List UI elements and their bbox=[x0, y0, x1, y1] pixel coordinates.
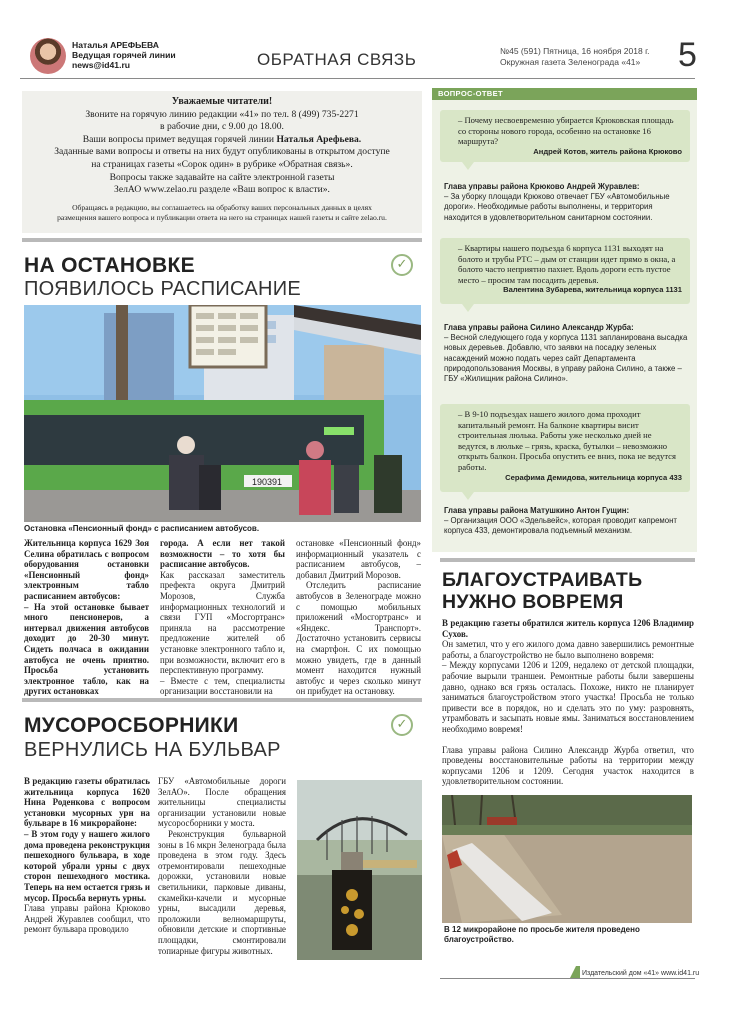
question-author: Валентина Зубарева, жительница корпуса 1131 bbox=[503, 285, 682, 295]
answer-block bbox=[444, 182, 690, 223]
section-title: ОБРАТНАЯ СВЯЗЬ bbox=[257, 50, 417, 69]
publisher-logo-icon bbox=[570, 966, 580, 978]
newspaper-name: Окружная газета Зеленограда «41» bbox=[500, 57, 641, 67]
notice-line: Ваши вопросы примет ведущая горячей линии Наталья Арефьева. bbox=[82, 133, 362, 145]
question-text: – Квартиры нашего подъезда 6 корпуса 1131 выходят на болото и трубы РТС – дым от станции идет прямо в окна, а болото часто неприятно пахнет. Вдоль дороги есть пустое место – просим там посадить деревья. bbox=[458, 243, 676, 285]
trash-bin-photo bbox=[297, 780, 422, 960]
article1-column-3: остановке «Пенсионный фонд» информационный указатель с расписанием автобусов, – добавил Дмитрий Морозов. Отследить расписание автобусов в Зеленограде можно с помощью мобильных приложений «Мосгортранс» и «Яндекс. Транспорт». Достаточно установить сервисы на смартфон. С их помощью можно увидеть, где в данный момент находится нужный автобус и через сколько минут он прибудет на остановку. bbox=[296, 538, 421, 697]
author-block bbox=[72, 40, 176, 70]
author-role: Ведущая горячей линии bbox=[72, 50, 176, 60]
question-bubble bbox=[440, 110, 690, 162]
notice-line: Звоните на горячую линию редакции «41» по тел. 8 (499) 735-2271 bbox=[85, 108, 359, 120]
page-number: 5 bbox=[678, 36, 697, 74]
bus-stop-photo bbox=[24, 305, 421, 522]
article3-title-line2: НУЖНО ВОВРЕМЯ bbox=[442, 591, 624, 613]
article2-column-1: В редакцию газеты обратилась жительница корпуса 1620 Нина Роденкова с вопросом установки мусорных урн на бульваре в 16 микрорайоне: – В этом году у нашего жилого дома проведена реконструкция пешеходного бульвара, в ходе которой убрали урны с двух сторон пешеходного мостика. Теперь на нем остается грязь и мусор. Просьба вернуть урны. Глава управы района Крюково Андрей Журавлев сообщил, что ремонт бульвара проводило bbox=[24, 776, 150, 935]
question-text: – В 9-10 подъездах нашего жилого дома проходит капитальный ремонт. На балконе квартиры висит строительная люлька. Работы уже несколько дней не ведутся, в люльке – грязь, краска, бутылки – невозможно открыть балкон. Просьба опустить ее вниз, пока не ведутся работы. bbox=[458, 409, 676, 472]
article2-column-2: ГБУ «Автомобильные дороги ЗелАО». После обращения жительницы специалисты организации установили новые мусоросборники у моста. Реконструкция бульварной зоны в 16 мкрн Зеленограда была проведена в этом году. Здесь отремонтировали пешеходные дорожки, установили новые светильники, парковые диваны, скамейки-качели и мусорные урны, высадили деревья, проложили велномаршруты, обновили детские и спортивные площадки, смонтировали топиарные фигуры животных. bbox=[158, 776, 286, 956]
section-divider bbox=[22, 238, 422, 242]
answer-text: – Весной следующего года у корпуса 1131 запланирована высадка новых деревьев. Добавлю, что заявки на посадку зеленых насаждений можно подать через сайт Департамента природопользования Москвы, в управу района Силино, а также – ГБУ «Жилищник района Силино». bbox=[444, 333, 688, 384]
bus-plate-number: 190391 bbox=[252, 477, 283, 487]
qa-section-heading: ВОПРОС-ОТВЕТ bbox=[432, 88, 697, 100]
privacy-note: Обращаясь в редакцию, вы соглашаетесь на обработку ваших персональных данных в целях размещения вашего вопроса и публикации ответа на него на страницах нашей газеты и сайте zelao.ru. bbox=[57, 202, 387, 222]
notice-line: Заданные вами вопросы и ответы на них будут опубликованы в открытом доступе bbox=[54, 146, 390, 158]
answer-text: – Организация ООО «Эдельвейс», которая проводит капремонт корпуса 433, демонтировала подъемный механизм. bbox=[444, 516, 677, 536]
article2-title: МУСОРОСБОРНИКИ bbox=[24, 714, 239, 737]
readers-notice-heading: Уважаемые читатели! bbox=[171, 96, 273, 107]
article1-subtitle: ПОЯВИЛОСЬ РАСПИСАНИЕ bbox=[24, 278, 302, 300]
notice-line: на страницах газеты «Сорок один» в рубрике «Обратная связь». bbox=[91, 158, 353, 170]
section-divider bbox=[440, 558, 695, 562]
article1-column-1: Жительница корпуса 1629 Зоя Селина обратилась с вопросом оборудования остановки «Пенсионный фонд» электронным табло расписанием автобусов: – На этой остановке бывает много пенсионеров, а интервал движения автобусов доходит до 20-30 минут. Сидеть полчаса в ожидании автобуса не очень приятно. Просьба установить электронное табло, как на других остановках bbox=[24, 538, 149, 697]
issue-info bbox=[500, 46, 670, 68]
question-bubble bbox=[440, 404, 690, 492]
photo-caption: Остановка «Пенсионный фонд» с расписанием автобусов. bbox=[24, 524, 260, 533]
issue-date: №45 (591) Пятница, 16 ноября 2018 г. bbox=[500, 46, 650, 56]
footer-divider bbox=[440, 978, 695, 979]
article2-subtitle: ВЕРНУЛИСЬ НА БУЛЬВАР bbox=[24, 739, 281, 761]
answer-text: – За уборку площади Крюково отвечает ГБУ «Автомобильные дороги». Необходимые работы выполнены, и территория находится в удовлетворительном санитарном состоянии. bbox=[444, 192, 670, 222]
question-bubble bbox=[440, 238, 690, 304]
readers-notice bbox=[22, 91, 422, 233]
notice-line: ЗелАО www.zelao.ru разделе «Ваш вопрос к власти». bbox=[114, 184, 330, 196]
article1-title: НА ОСТАНОВКЕ bbox=[24, 254, 195, 277]
notice-line: Вопросы также задавайте на сайте электронной газеты bbox=[109, 171, 335, 183]
article3-body: В редакцию газеты обратился житель корпуса 1206 Владимир Сухов. Он заметил, что у его жилого дома давно завершились ремонтные работы, а благоустройство не было выполнено вовремя: – Между корпусами 1206 и 1209, недалеко от детской площадки, рабочие вырыли траншеи. Ремонтные работы были завершены давно, однако вся грязь осталась. Похоже, никто не планирует заниматься благоустройством этого участка! Просьба не только привести все в порядок, но и сделать это по уму: разровнять, утрамбовать и засыпать новые ямы. Заниматься восстановлением необходимо вовремя! Глава управы района Силино Александр Журба ответил, что проведены восстановительные работы на территории между корпусами 1206 и 1209. Сегодня участок находится в удовлетворительном состоянии. bbox=[442, 618, 694, 787]
notice-line: в рабочие дни, с 9.00 до 18.00. bbox=[160, 121, 284, 133]
answer-author: Глава управы района Крюково Андрей Журавлев: bbox=[444, 182, 640, 191]
section-divider bbox=[22, 698, 422, 702]
question-author: Серафима Демидова, жительница корпуса 433 bbox=[505, 472, 682, 482]
playground-caption: В 12 микрорайоне по просьбе жителя проведено благоустройство. bbox=[444, 925, 640, 944]
header-divider bbox=[20, 78, 695, 79]
author-name: Наталья АРЕФЬЕВА bbox=[72, 40, 160, 50]
publisher-footer[interactable]: Издательский дом «41» www.id41.ru bbox=[582, 970, 700, 977]
answer-author: Глава управы района Силино Александр Журба: bbox=[444, 323, 634, 332]
author-avatar bbox=[30, 38, 66, 74]
answer-block bbox=[444, 323, 690, 384]
playground-photo bbox=[442, 795, 692, 923]
article1-column-2: города. А если нет такой возможности – то хотя бы расписание автобусов. Как рассказал заместитель префекта округа Дмитрий Морозов, Служба информационных технологий и связи ГУП «Мосгортранс» приняла на рассмотрение предложение жителей об установке электронного табло и, при возможности, включит его в перспективную программу. – Вместе с тем, специалисты организации восстановили на bbox=[160, 538, 285, 697]
answer-block bbox=[444, 506, 690, 537]
question-text: – Почему несвоевременно убирается Крюковская площадь со стороны нового города, особенно на остановке 16 маршрута? bbox=[458, 115, 674, 147]
checkmark-icon: ✓ bbox=[391, 714, 413, 736]
question-author: Андрей Котов, житель района Крюково bbox=[533, 146, 682, 156]
article3-title-line1: БЛАГОУСТРАИВАТЬ bbox=[442, 569, 643, 591]
checkmark-icon: ✓ bbox=[391, 254, 413, 276]
answer-author: Глава управы района Матушкино Антон Гущин: bbox=[444, 506, 630, 515]
author-email[interactable]: news@id41.ru bbox=[72, 60, 131, 70]
